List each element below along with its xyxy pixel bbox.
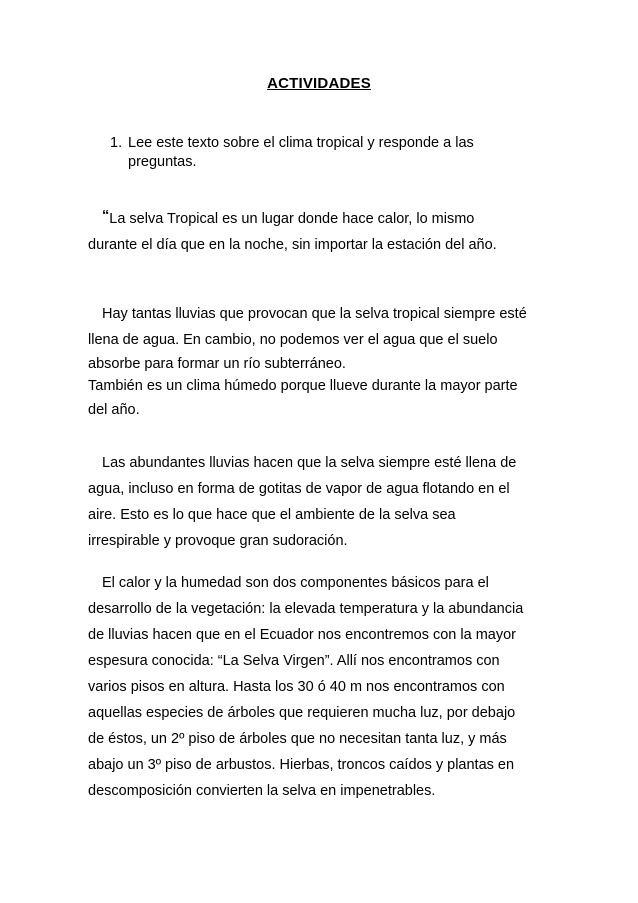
paragraph-line: espesura conocida: “La Selva Virgen”. Allí nos encontramos con (88, 653, 500, 669)
paragraph-line: durante el día que en la noche, sin importar la estación del año. (88, 237, 497, 253)
paragraph-line-text: La selva Tropical es un lugar donde hace calor, lo mismo (109, 211, 475, 227)
paragraph-line: El calor y la humedad son dos componentes básicos para el (102, 575, 489, 591)
paragraph-line: descomposición convierten la selva en impenetrables. (88, 783, 436, 799)
paragraph-line: Hay tantas lluvias que provocan que la selva tropical siempre esté (102, 306, 527, 322)
paragraph-line: abajo un 3º piso de arbustos. Hierbas, troncos caídos y plantas en (88, 757, 515, 773)
paragraph-line: También es un clima húmedo porque llueve durante la mayor parte (88, 378, 518, 394)
paragraph-line (88, 206, 558, 232)
paragraph (88, 570, 558, 804)
paragraph (88, 301, 558, 423)
paragraph-line: de lluvias hacen que en el Ecuador nos encontremos con la mayor (88, 627, 517, 643)
paragraph-line: agua, incluso en forma de gotitas de vapor de agua flotando en el (88, 481, 510, 497)
item-line: Lee este texto sobre el clima tropical y responde a las (128, 135, 474, 151)
paragraph-line: varios pisos en altura. Hasta los 30 ó 40 m nos encontramos con (88, 679, 505, 695)
paragraph-line: absorbe para formar un río subterráneo. (88, 356, 346, 372)
paragraph-line: desarrollo de la vegetación: la elevada temperatura y la abundancia (88, 601, 524, 617)
paragraph-line: llena de agua. En cambio, no podemos ver el agua que el suelo (88, 332, 498, 348)
page-title: ACTIVIDADES (267, 75, 371, 92)
paragraph (88, 206, 558, 258)
paragraph (88, 450, 558, 554)
paragraph-line: aire. Esto es lo que hace que el ambiente de la selva sea (88, 507, 456, 523)
paragraph-line: del año. (88, 402, 140, 418)
quote-mark: “ (102, 208, 110, 224)
item-line: preguntas. (128, 154, 197, 170)
paragraph-line: irrespirable y provoque gran sudoración. (88, 533, 348, 549)
item-text (128, 134, 528, 172)
paragraph-line: de éstos, un 2º piso de árboles que no necesitan tanta luz, y más (88, 731, 507, 747)
paragraph-line: aquellas especies de árboles que requieren mucha luz, por debajo (88, 705, 516, 721)
paragraph-line: Las abundantes lluvias hacen que la selva siempre esté llena de (102, 455, 517, 471)
item-number: 1. (110, 135, 123, 151)
